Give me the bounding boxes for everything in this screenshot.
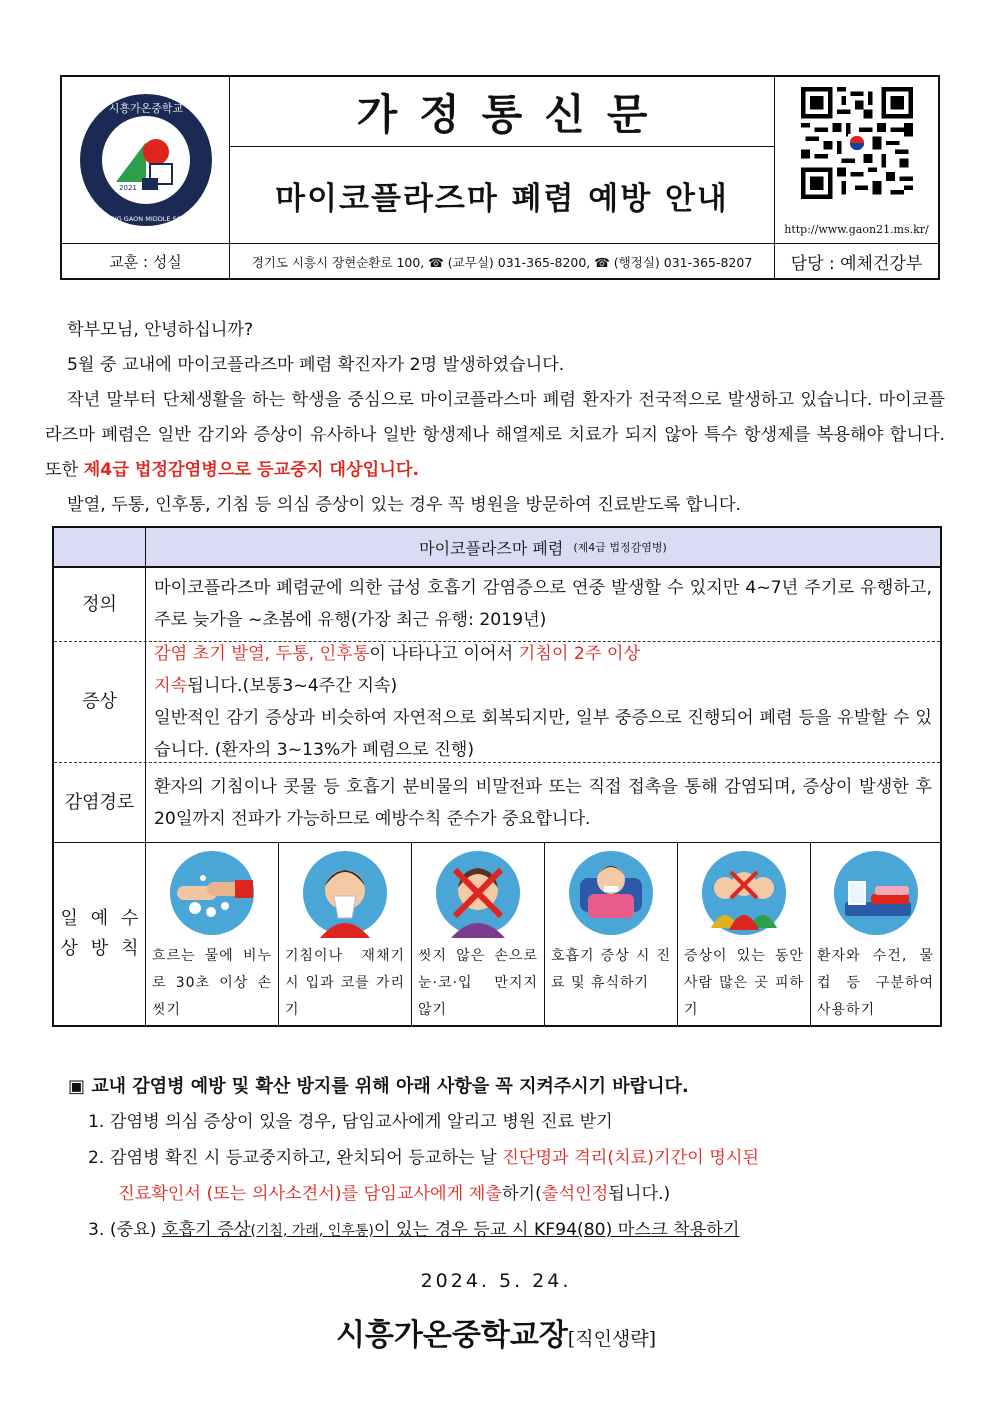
info-table <box>52 526 942 1027</box>
prevention-item <box>545 843 678 1025</box>
svg-text:2021: 2021 <box>118 184 137 192</box>
symptom-row <box>54 642 940 763</box>
letter-header <box>60 75 940 280</box>
route-label: 감염 경로 <box>54 763 146 842</box>
school-motto: 교훈 : 성실 <box>62 244 230 279</box>
prevention-caption: 기침이나 재채기 시 입과 코를 가리기 <box>285 948 405 1018</box>
department: 담당 : 예체건강부 <box>774 244 938 279</box>
definition-row <box>54 568 940 642</box>
separate-items-icon <box>831 848 921 938</box>
school-url[interactable]: http://www.gaon21.ms.kr/ <box>784 223 929 236</box>
body-line-3: 작년 말부터 단체생활을 하는 학생을 중심으로 마이코플라스마 폐렴 환자가 전국적으로 발생하고 있습니다. 마이코플라즈마 폐렴은 일반 감기와 증상이 유사하나 일반 항생제나 해열제로 치료가 되지 않아 특수 항생제를 복용해야 합니다. 또한 제4급 법정감염병으로 등교중지 대상입니다. <box>45 390 945 480</box>
svg-text:SIHEUNG GAON MIDDLE SCHOOL: SIHEUNG GAON MIDDLE SCHOOL <box>91 215 200 223</box>
school-logo-icon <box>76 90 216 230</box>
prevention-item <box>811 843 940 1025</box>
prevention-label: 일상 예방 수칙 <box>54 843 146 1025</box>
prevention-caption: 호흡기 증상 시 진료 및 휴식하기 <box>551 948 671 991</box>
cover-cough-icon <box>300 848 390 938</box>
prevention-caption: 흐르는 물에 비누로 30초 이상 손 씻기 <box>152 948 272 1018</box>
prevention-item <box>146 843 279 1025</box>
letter-body <box>45 313 945 523</box>
prevention-item <box>678 843 811 1025</box>
greeting: 학부모님, 안녕하십니까? <box>67 320 254 340</box>
school-address: 경기도 시흥시 장현순환로 100, ☎ (교무실) 031-365-8200, ☎ (행정실) 031-365-8207 <box>251 254 753 270</box>
qr-cell <box>774 77 938 243</box>
table-header <box>54 528 940 568</box>
definition-label: 정의 <box>54 568 146 641</box>
symptom-text: 감염 초기 발열, 두통, 인후통이 나타나고 이어서 기침이 2주 이상 지속됩니다.(보통3~4주간 지속) 일반적인 감기 증상과 비슷하여 자연적으로 회복되지만, 일부 중증으로 진행되어 폐렴 등을 유발할 수 있습니다. (환자의 3~13%가 폐렴으로 진행) <box>154 644 932 760</box>
qr-code-icon[interactable] <box>801 87 913 199</box>
body-highlight: 제4급 법정감염병으로 등교중지 대상입니다. <box>83 460 419 480</box>
no-touch-face-icon <box>433 848 523 938</box>
notice-item-3: 3. (중요) 호흡기 증상(기침, 가래, 인후통)이 있는 경우 등교 시 KF94(80) 마스크 착용하기 <box>88 1220 740 1240</box>
page-title: 가정통신문 <box>356 89 670 139</box>
route-text: 환자의 기침이나 콧물 등 호흡기 분비물의 비말전파 또는 직접 접촉을 통해 감염되며, 증상이 발생한 후 20일까지 전파가 가능하므로 예방수칙 준수가 중요합니다. <box>154 777 932 829</box>
symptom-label: 증상 <box>54 642 146 762</box>
table-title: 마이코플라즈마 폐렴 <box>419 538 564 558</box>
prevention-row <box>54 843 940 1025</box>
definition-text: 마이코플라즈마 폐렴균에 의한 급성 호흡기 감염증으로 연중 발생할 수 있지만 4~7년 주기로 유행하고, 주로 늦가을 ~초봄에 유행(가장 최근 유행: 2019년) <box>154 578 932 630</box>
notice-item-1: 1. 감염병 의심 증상이 있을 경우, 담임교사에게 알리고 병원 진료 받기 <box>88 1112 613 1132</box>
route-row <box>54 763 940 843</box>
avoid-crowd-icon <box>699 848 789 938</box>
prevention-caption: 환자와 수건, 물컵 등 구분하여 사용하기 <box>817 948 934 1018</box>
rest-icon <box>566 848 656 938</box>
notice-section <box>68 1070 938 1249</box>
notice-item-2-cont: 진료확인서 (또는 의사소견서)를 담임교사에게 제출하기(출석인정됩니다.) <box>118 1184 671 1204</box>
notice-heading: ▣ 교내 감염병 예방 및 확산 방지를 위해 아래 사항을 꼭 지켜주시기 바랍니다. <box>68 1076 689 1097</box>
handwash-icon <box>167 848 257 938</box>
title-cell <box>230 77 774 147</box>
prevention-item <box>279 843 412 1025</box>
prevention-item <box>412 843 545 1025</box>
header-info-row <box>62 243 938 278</box>
letter-date: 2024. 5. 24. <box>420 1270 572 1292</box>
page-subtitle: 마이코플라즈마 폐렴 예방 안내 <box>275 180 729 217</box>
prevention-caption: 증상이 있는 동안 사람 많은 곳 피하기 <box>684 948 804 1018</box>
school-logo-cell <box>62 77 230 243</box>
body-line-2: 5월 중 교내에 마이코플라즈마 폐렴 확진자가 2명 발생하였습니다. <box>67 355 565 375</box>
body-line-4: 발열, 두통, 인후통, 기침 등 의심 증상이 있는 경우 꼭 병원을 방문하여 진료받도록 합니다. <box>67 495 741 515</box>
signature-note: [직인생략] <box>567 1328 657 1350</box>
notice-item-2: 2. 감염병 확진 시 등교중지하고, 완치되어 등교하는 날 진단명과 격리(치료)기간이 명시된 <box>88 1148 760 1168</box>
prevention-caption: 씻지 않은 손으로 눈·코·입 만지지 않기 <box>418 948 538 1018</box>
table-title-note: (제4급 법정감염병) <box>573 541 667 554</box>
signature: 시흥가온중학교장[직인생략] <box>335 1318 657 1353</box>
subtitle-cell <box>230 147 774 243</box>
svg-text:시흥가온중학교: 시흥가온중학교 <box>108 102 183 115</box>
